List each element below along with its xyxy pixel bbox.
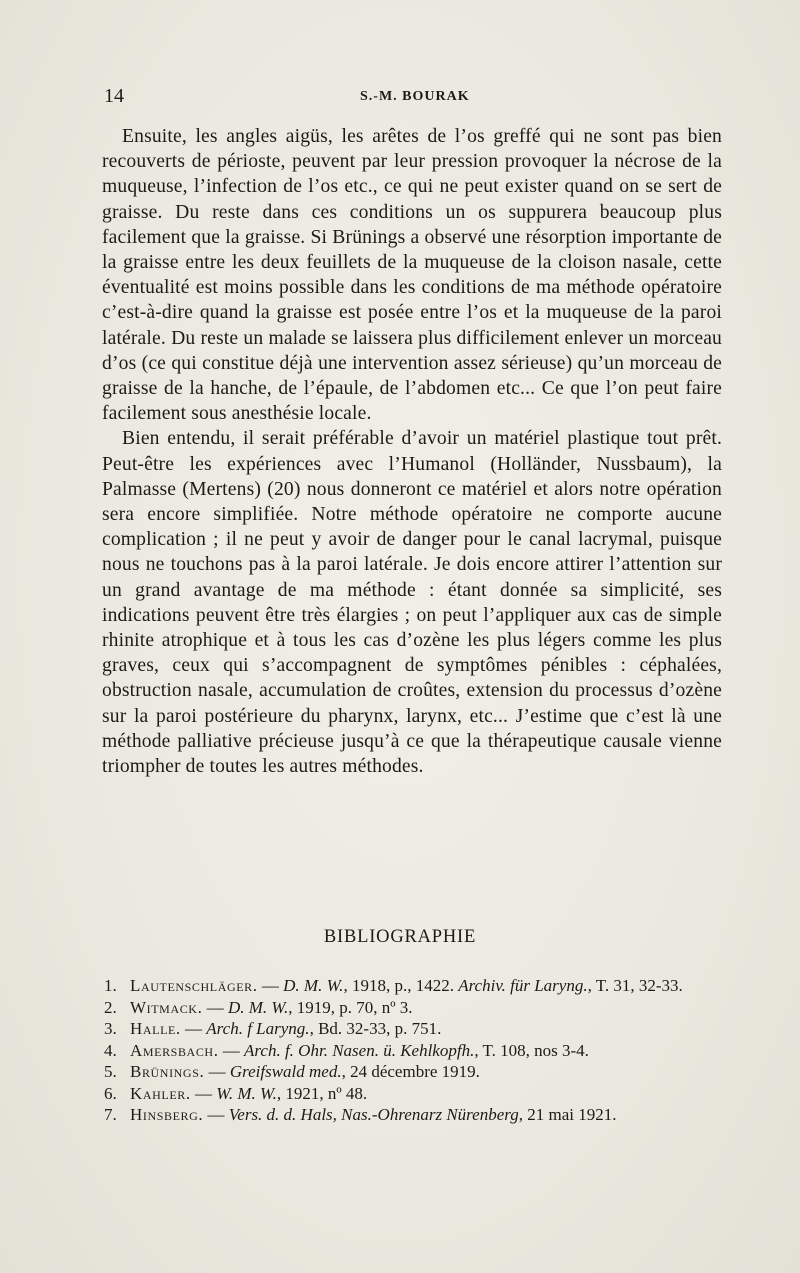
- entry-author: Kahler.: [130, 1083, 191, 1103]
- entry-source-2: Archiv. für Laryng.: [458, 976, 588, 995]
- entry-details: , 1919, p. 70, nº 3.: [288, 997, 413, 1017]
- entry-author: Witmack.: [130, 997, 203, 1017]
- bibliography-entry: [104, 1061, 724, 1083]
- entry-details: , 21 mai 1921.: [518, 1105, 617, 1124]
- bibliography-list: [104, 975, 724, 1126]
- entry-separator: —: [204, 1062, 230, 1081]
- entry-number: 3.: [104, 1019, 117, 1038]
- entry-separator: —: [218, 1040, 245, 1060]
- entry-separator: —: [203, 1105, 229, 1124]
- bibliography-entry: [104, 1018, 724, 1040]
- bibliography-entry: [104, 997, 724, 1019]
- entry-author: Brünings.: [130, 1062, 205, 1081]
- paragraph: Bien entendu, il serait préférable d’avoir un matériel plastique tout prêt. Peut-être les expériences avec l’Humanol (Holländer, Nussbaum), la Palmasse (Mertens) (20) nous donneront ce matériel et alors notre opération sera encore simplifiée. Notre méthode opératoire ne comporte aucune complication ; il ne peut y avoir de danger pour le canal lacrymal, puisque nous ne touchons pas à la paroi latérale. Je dois encore attirer l’attention sur un grand avantage de ma méthode : étant donnée sa simplicité, ses indications peuvent être très élargies ; on peut l’appliquer aux cas de simple rhinite atrophique et à tous les cas d’ozène les plus légers comme les plus graves, ceux qui s’accompagnent de symptômes pénibles : céphalées, obstruction nasale, accumulation de croûtes, extension du processus d’ozène sur la paroi postérieure du pharynx, larynx, etc... J’estime que c’est là une méthode palliative précieuse jusqu’à ce que la thérapeutique causale vienne triompher de toutes les autres méthodes.: [102, 428, 722, 778]
- entry-source: W. M. W.: [216, 1083, 277, 1103]
- entry-number: 6.: [104, 1083, 117, 1103]
- entry-author: Amersbach.: [130, 1040, 219, 1060]
- page-number: 14: [104, 85, 124, 107]
- bibliography-entry: [104, 1104, 724, 1126]
- entry-separator: —: [202, 997, 228, 1017]
- paragraph: Ensuite, les angles aigüs, les arêtes de l’os greffé qui ne sont pas bien recouverts de périoste, peuvent par leur pression provoquer la nécrose de la muqueuse, l’infection de l’os etc., ce qui ne peut exister quand on se sert de graisse. Du reste dans ces conditions un os suppurera beaucoup plus facilement que la graisse. Si Brünings a observé une résorption importante de la graisse entre les deux feuillets de la muqueuse de la cloison nasale, cette éventualité est moins possible dans les conditions de ma méthode opératoire c’est-à-dire quand la graisse est posée entre l’os et la muqueuse de la paroi latérale. Du reste un malade se laissera plus difficilement enlever un morceau d’os (ce qui constitue déjà une intervention assez sérieuse) qu’un morceau de graisse de la hanche, de l’épaule, de l’abdomen etc... Ce que l’on peut faire facilement sous anesthésie locale.: [102, 126, 722, 425]
- entry-details: , 24 décembre 1919.: [341, 1062, 480, 1081]
- bibliography-heading: BIBLIOGRAPHIE: [323, 927, 477, 947]
- page-header: [104, 85, 724, 111]
- entry-source: Vers. d. d. Hals, Nas.-Ohrenarz Nürenberg: [228, 1105, 519, 1124]
- bibliography-entry: [104, 1040, 724, 1062]
- entry-details: , Bd. 32-33, p. 751.: [309, 1019, 442, 1038]
- entry-number: 4.: [104, 1040, 117, 1060]
- entry-number: 2.: [104, 997, 117, 1017]
- entry-details: , 1921, nº 48.: [276, 1083, 368, 1103]
- entry-author: Lautenschläger.: [130, 976, 258, 995]
- entry-details-2: , T. 31, 32-33.: [587, 976, 683, 995]
- entry-number: 7.: [104, 1105, 117, 1124]
- entry-separator: —: [257, 976, 284, 995]
- entry-number: 5.: [104, 1062, 117, 1081]
- entry-separator: —: [180, 1019, 207, 1038]
- entry-source: D. M. W.: [227, 997, 289, 1017]
- entry-source: Greifswald med.: [229, 1062, 342, 1081]
- body-text: [102, 124, 722, 779]
- entry-source: D. M. W.: [283, 976, 344, 995]
- entry-number: 1.: [104, 976, 117, 995]
- entry-source: Arch. f Laryng.: [206, 1019, 310, 1038]
- entry-source: Arch. f. Ohr. Nasen. ü. Kehlkopfh.: [244, 1040, 475, 1060]
- entry-author: Hinsberg.: [130, 1105, 204, 1124]
- entry-author: Halle.: [130, 1019, 181, 1038]
- bibliography-entry: [104, 975, 724, 997]
- running-head: S.-M. BOURAK: [360, 89, 470, 104]
- entry-details: , T. 108, nos 3-4.: [474, 1040, 589, 1060]
- bibliography-entry: [104, 1083, 724, 1105]
- entry-details: , 1918, p., 1422.: [343, 976, 459, 995]
- entry-separator: —: [190, 1083, 217, 1103]
